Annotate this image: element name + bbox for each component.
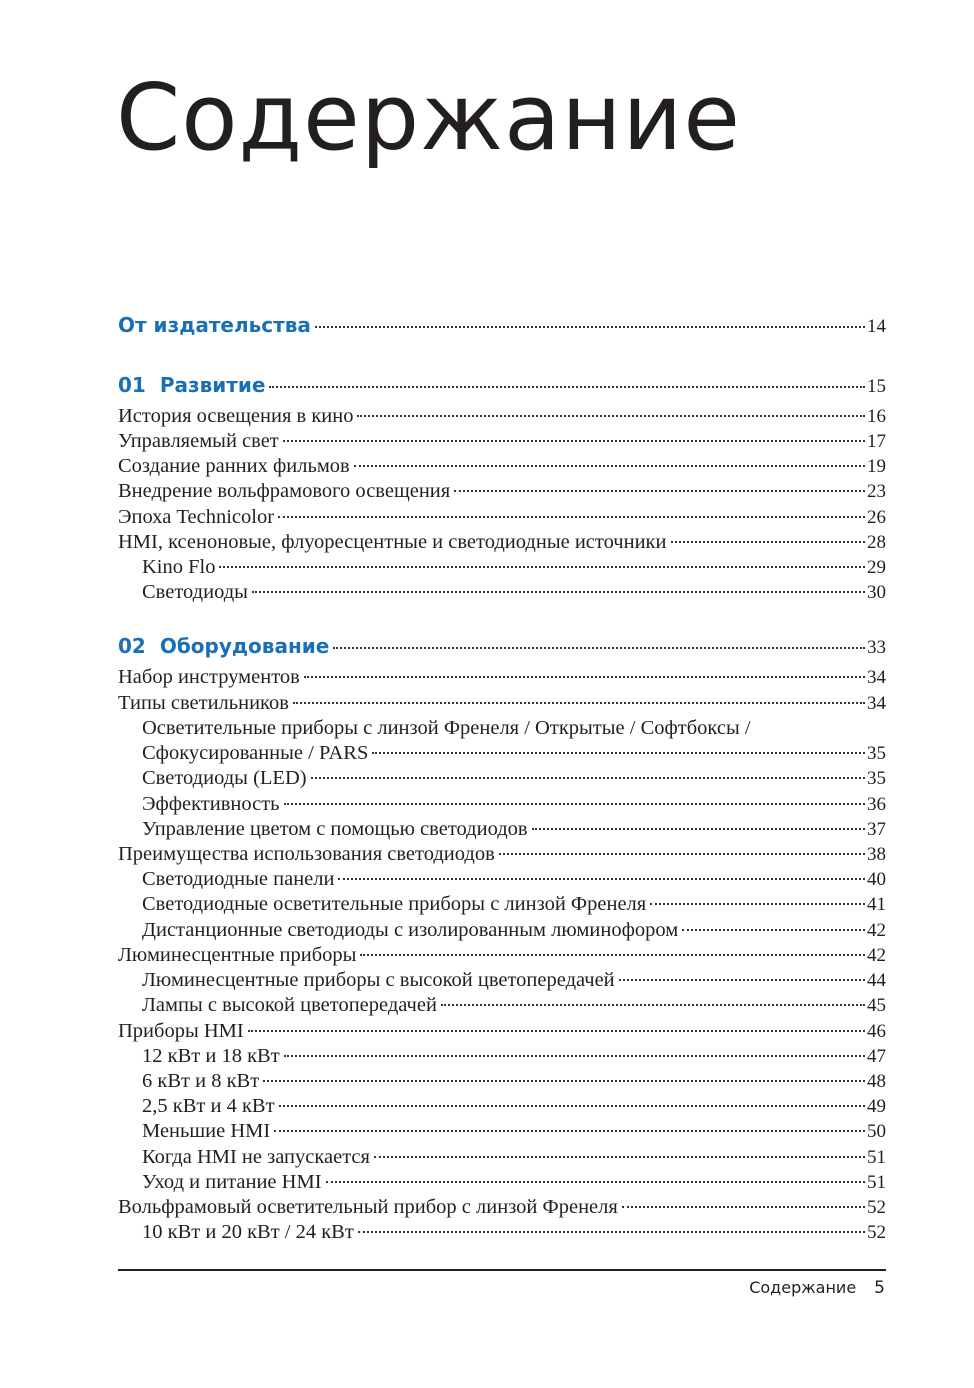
toc-page-number: 36 bbox=[867, 794, 886, 815]
toc-entry-label: Светодиоды bbox=[142, 581, 248, 603]
toc-page-number: 44 bbox=[867, 970, 886, 991]
toc-entry[interactable] bbox=[142, 1069, 886, 1094]
toc-entry[interactable] bbox=[142, 817, 886, 842]
toc-page-number: 37 bbox=[867, 819, 886, 840]
toc-entry[interactable] bbox=[118, 842, 886, 867]
toc-entry-label: Светодиоды (LED) bbox=[142, 767, 307, 789]
toc-page-number: 49 bbox=[867, 1096, 886, 1117]
toc-entry-label: Сфокусированные / PARS bbox=[142, 742, 369, 764]
toc-entry[interactable] bbox=[142, 1094, 886, 1119]
toc-page-number: 40 bbox=[867, 869, 886, 890]
dot-leader bbox=[293, 702, 865, 704]
footer-section: Содержание bbox=[749, 1278, 857, 1297]
toc-entry-label: Люминесцентные приборы с высокой цветопередачей bbox=[142, 969, 615, 991]
toc-entry-label: Преимущества использования светодиодов bbox=[118, 843, 495, 865]
dot-leader bbox=[263, 1080, 865, 1082]
dot-leader bbox=[372, 752, 865, 754]
section-number: 01 bbox=[118, 373, 146, 397]
toc-entry[interactable] bbox=[142, 716, 886, 741]
toc-entry-label: Светодиодные осветительные приборы с линзой Френеля bbox=[142, 893, 647, 915]
toc-entry[interactable] bbox=[118, 691, 886, 716]
toc-page-number: 51 bbox=[867, 1147, 886, 1168]
dot-leader bbox=[219, 566, 865, 568]
toc-page-number: 15 bbox=[867, 376, 886, 397]
toc-page-number: 42 bbox=[867, 920, 886, 941]
toc-entry-label: 6 кВт и 8 кВт bbox=[142, 1070, 260, 1092]
dot-leader bbox=[333, 647, 865, 649]
dot-leader bbox=[269, 386, 865, 388]
toc-page-number: 23 bbox=[867, 481, 886, 502]
dot-leader bbox=[326, 1181, 865, 1183]
dot-leader bbox=[499, 853, 865, 855]
dot-leader bbox=[650, 903, 865, 905]
dot-leader bbox=[338, 878, 865, 880]
toc-entry-label: 12 кВт и 18 кВт bbox=[142, 1045, 280, 1067]
toc-entry[interactable] bbox=[118, 1195, 886, 1220]
toc-entry-label: Управление цветом с помощью светодиодов bbox=[142, 818, 528, 840]
toc-entry-label: Люминесцентные приборы bbox=[118, 944, 357, 966]
dot-leader bbox=[248, 1030, 865, 1032]
toc-page-number: 19 bbox=[867, 456, 886, 477]
toc-entry-label: Оборудование bbox=[159, 634, 330, 658]
dot-leader bbox=[360, 954, 865, 956]
toc-entry[interactable] bbox=[142, 1220, 886, 1245]
toc-entry[interactable] bbox=[142, 766, 886, 791]
dot-leader bbox=[682, 929, 865, 931]
toc-section-heading[interactable] bbox=[118, 631, 886, 661]
toc-page-number: 45 bbox=[867, 995, 886, 1016]
toc-page-number: 34 bbox=[867, 667, 886, 688]
toc-entry[interactable] bbox=[142, 1145, 886, 1170]
toc-entry-label: Лампы с высокой цветопередачей bbox=[142, 994, 437, 1016]
toc-page-number: 33 bbox=[867, 637, 886, 658]
toc-entry[interactable] bbox=[142, 1044, 886, 1069]
toc-entry-label: Осветительные приборы с линзой Френеля / Открытые / Софтбоксы / bbox=[142, 717, 751, 739]
toc-page-number: 34 bbox=[867, 693, 886, 714]
toc-entry-label: Приборы HMI bbox=[118, 1020, 244, 1042]
toc-entry-label: Создание ранних фильмов bbox=[118, 455, 350, 477]
dot-leader bbox=[622, 1206, 865, 1208]
toc-page-number: 16 bbox=[867, 406, 886, 427]
toc-entry[interactable] bbox=[142, 792, 886, 817]
toc-entry-label: 10 кВт и 20 кВт / 24 кВт bbox=[142, 1221, 354, 1243]
dot-leader bbox=[441, 1004, 865, 1006]
toc-page-number: 46 bbox=[867, 1021, 886, 1042]
dot-leader bbox=[278, 516, 865, 518]
toc-page-number: 14 bbox=[867, 316, 886, 337]
dot-leader bbox=[279, 1105, 865, 1107]
dot-leader bbox=[357, 415, 865, 417]
toc-entry-label: Дистанционные светодиоды с изолированным люминофором bbox=[142, 919, 679, 941]
toc-entry-label: Управляемый свет bbox=[118, 430, 279, 452]
dot-leader bbox=[454, 490, 865, 492]
dot-leader bbox=[619, 979, 865, 981]
toc-entry-label: Меньшие HMI bbox=[142, 1120, 271, 1142]
toc-page-number: 26 bbox=[867, 507, 886, 528]
toc-entry-label: HMI, ксеноновые, флуоресцентные и светодиодные источники bbox=[118, 531, 667, 553]
toc-entry-label: Эффективность bbox=[142, 793, 280, 815]
toc-entry[interactable] bbox=[142, 741, 886, 766]
toc-page-number: 41 bbox=[867, 894, 886, 915]
toc-entry[interactable] bbox=[142, 892, 886, 917]
toc-entry[interactable] bbox=[118, 454, 886, 479]
toc-entry[interactable] bbox=[118, 943, 886, 968]
toc-entry-label: Kino Flo bbox=[142, 556, 216, 578]
toc-page-number: 17 bbox=[867, 431, 886, 452]
dot-leader bbox=[283, 440, 865, 442]
toc-entry[interactable] bbox=[142, 555, 886, 580]
toc-entry-label: 2,5 кВт и 4 кВт bbox=[142, 1095, 275, 1117]
toc-entry-label: Когда HMI не запускается bbox=[142, 1146, 370, 1168]
toc-entry[interactable] bbox=[118, 530, 886, 555]
toc-entry-label: Эпоха Technicolor bbox=[118, 506, 275, 528]
section-number: 02 bbox=[118, 634, 146, 658]
page-number: 5 bbox=[874, 1278, 885, 1298]
toc-page-number: 50 bbox=[867, 1121, 886, 1142]
toc-entry[interactable] bbox=[118, 665, 886, 690]
toc-page-number: 47 bbox=[867, 1046, 886, 1067]
dot-leader bbox=[315, 326, 865, 328]
toc-entry-label: Светодиодные панели bbox=[142, 868, 335, 890]
toc-page-number: 29 bbox=[867, 557, 886, 578]
page-title: Содержание bbox=[116, 64, 741, 171]
dot-leader bbox=[304, 676, 865, 678]
toc-entry-label: Набор инструментов bbox=[118, 666, 300, 688]
toc-page-number: 30 bbox=[867, 582, 886, 603]
toc-entry[interactable] bbox=[118, 429, 886, 454]
toc-entry-label: Развитие bbox=[159, 373, 266, 397]
toc-entry[interactable] bbox=[142, 968, 886, 993]
dot-leader bbox=[274, 1130, 865, 1132]
dot-leader bbox=[354, 465, 865, 467]
toc-page-number: 35 bbox=[867, 743, 886, 764]
toc-entry[interactable] bbox=[142, 1170, 886, 1195]
toc-entry[interactable] bbox=[118, 479, 886, 504]
dot-leader bbox=[252, 591, 865, 593]
toc-entry[interactable] bbox=[142, 918, 886, 943]
toc-entry-label: Уход и питание HMI bbox=[142, 1171, 322, 1193]
toc-entry-label: Вольфрамовый осветительный прибор с линзой Френеля bbox=[118, 1196, 618, 1218]
dot-leader bbox=[671, 541, 866, 543]
toc-page-number: 42 bbox=[867, 945, 886, 966]
dot-leader bbox=[358, 1231, 865, 1233]
dot-leader bbox=[532, 828, 865, 830]
dot-leader bbox=[311, 777, 865, 779]
toc-entry-label: От издательства bbox=[118, 313, 311, 337]
dot-leader bbox=[374, 1156, 865, 1158]
toc-entry[interactable] bbox=[142, 1119, 886, 1144]
toc-entry[interactable] bbox=[142, 867, 886, 892]
toc-page-number: 52 bbox=[867, 1222, 886, 1243]
toc-entry[interactable] bbox=[118, 505, 886, 530]
toc-entry-label: История освещения в кино bbox=[118, 405, 354, 427]
toc-entry-label: Внедрение вольфрамового освещения bbox=[118, 480, 451, 502]
dot-leader bbox=[284, 1055, 865, 1057]
footer-divider bbox=[118, 1269, 886, 1271]
toc-page-number: 28 bbox=[867, 532, 886, 553]
toc-section-heading[interactable] bbox=[118, 310, 886, 340]
dot-leader bbox=[284, 803, 865, 805]
toc-entry[interactable] bbox=[118, 404, 886, 429]
toc-section-heading[interactable] bbox=[118, 370, 886, 400]
toc-page-number: 35 bbox=[867, 768, 886, 789]
toc-entry[interactable] bbox=[142, 993, 886, 1018]
page-footer bbox=[749, 1278, 885, 1298]
toc-entry[interactable] bbox=[142, 580, 886, 605]
toc-page-number: 52 bbox=[867, 1197, 886, 1218]
toc-page-number: 38 bbox=[867, 844, 886, 865]
toc-page-number: 48 bbox=[867, 1071, 886, 1092]
toc-page-number: 51 bbox=[867, 1172, 886, 1193]
toc-entry[interactable] bbox=[118, 1019, 886, 1044]
toc-entry-label: Типы светильников bbox=[118, 692, 289, 714]
